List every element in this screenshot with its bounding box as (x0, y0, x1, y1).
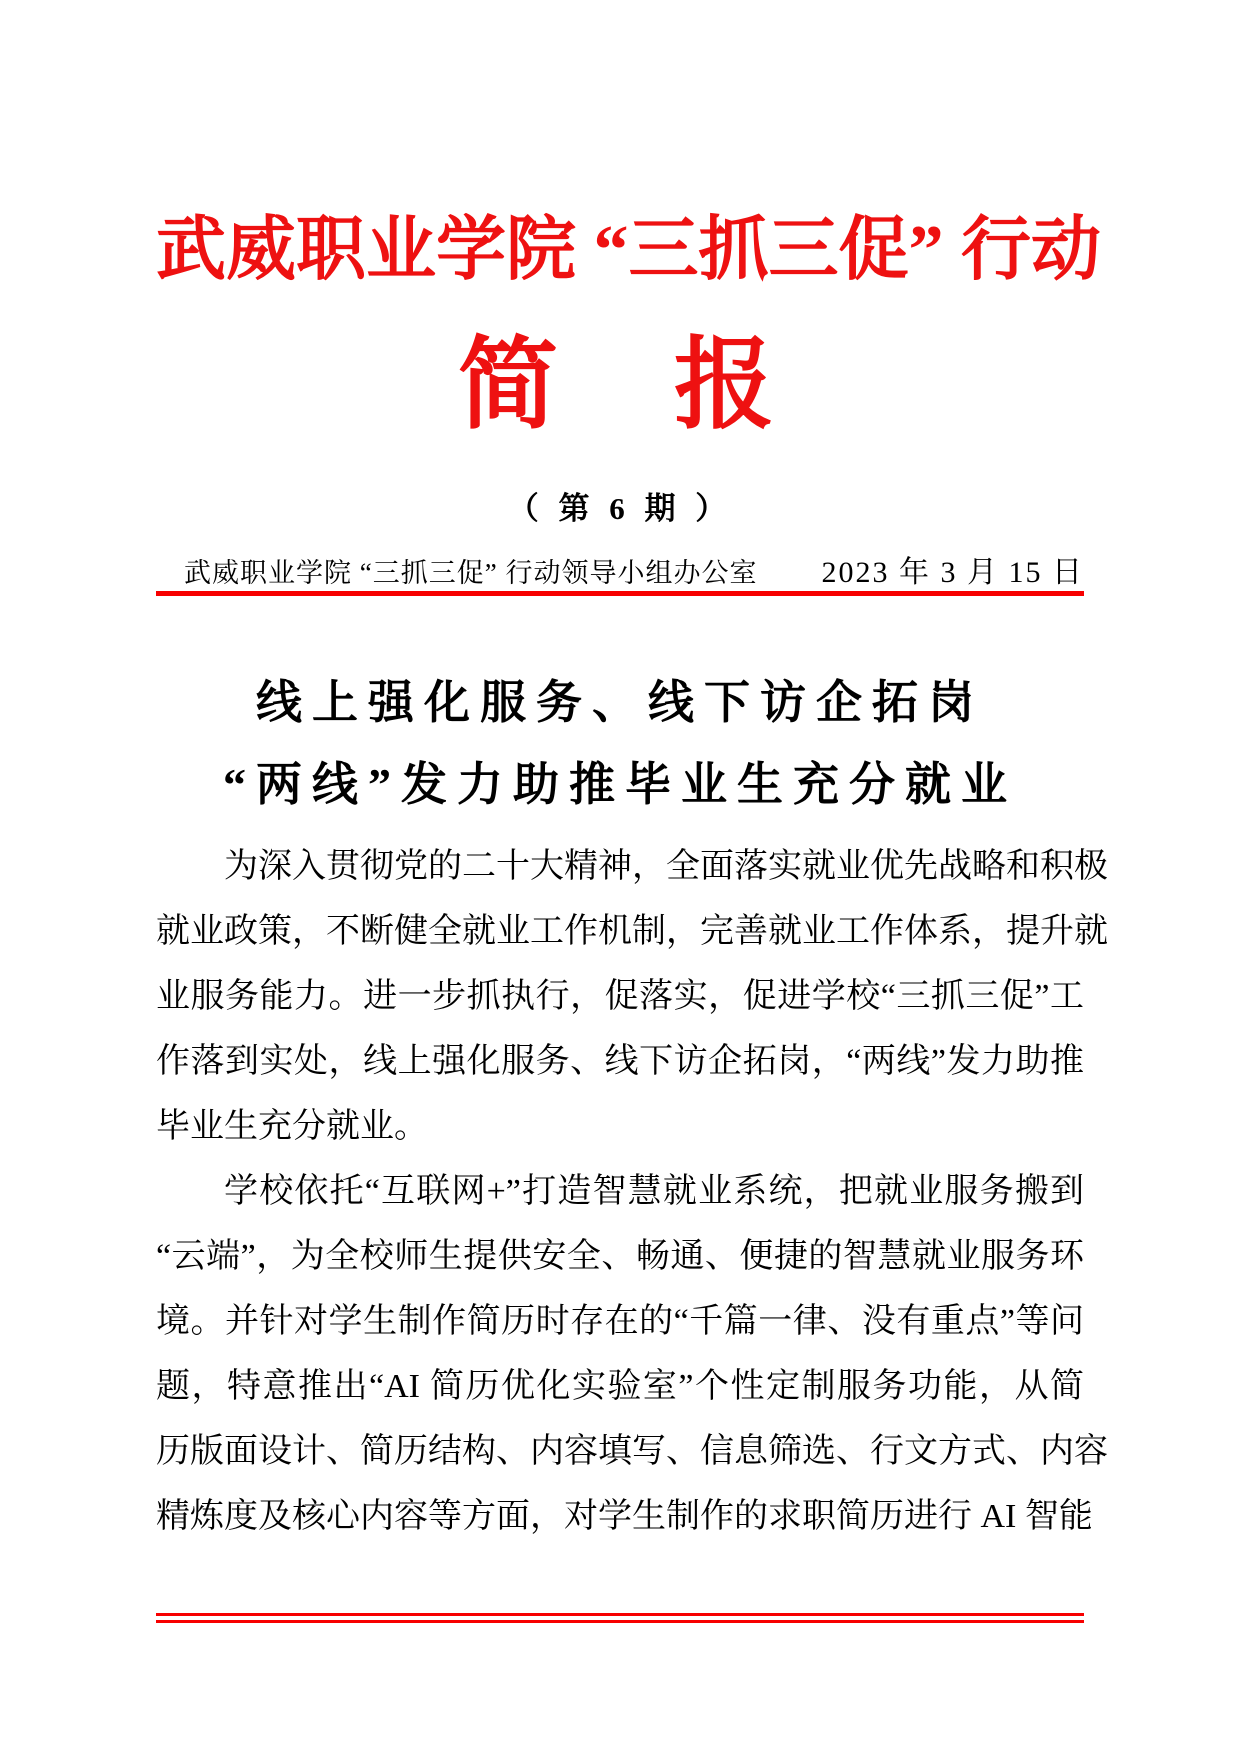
body-line: 精炼度及核心内容等方面，对学生制作的求职简历进行 AI 智能 (156, 1498, 1093, 1535)
article-title (156, 662, 1084, 826)
body-line: 就业政策，不断健全就业工作机制，完善就业工作体系，提升就 (156, 913, 1108, 950)
issuing-meta-row (156, 557, 1084, 589)
body-line: 为深入贯彻党的二十大精神，全面落实就业优先战略和积极 (224, 848, 1108, 885)
body-line: 业服务能力。进一步抓执行，促落实，促进学校“三抓三促”工 (156, 978, 1084, 1015)
paragraph-2 (156, 1159, 1108, 1549)
body-line: 题，特意推出“AI 简历优化实验室”个性定制服务功能，从简 (156, 1368, 1084, 1405)
issue-date: 2023 年 3 月 15 日 (821, 556, 1084, 589)
body-line: 境。并针对学生制作简历时存在的“千篇一律、没有重点”等问 (156, 1303, 1084, 1340)
bulletin-masthead-subtitle: 简 报 (458, 330, 782, 441)
paragraph-1 (156, 834, 1108, 1159)
article-body (156, 834, 1108, 1549)
issuing-office: 武威职业学院 “三抓三促” 行动领导小组办公室 (184, 558, 758, 588)
footer-double-rule (156, 1613, 1084, 1623)
body-line: 毕业生充分就业。 (156, 1108, 428, 1145)
body-line: 历版面设计、简历结构、内容填写、信息筛选、行文方式、内容 (156, 1433, 1108, 1470)
article-title-line-1: 线上强化服务、线下访企拓岗 (256, 677, 984, 728)
body-line: “云端”，为全校师生提供安全、畅通、便捷的智慧就业服务环 (156, 1238, 1084, 1275)
article-title-line-2: “两线”发力助推毕业生充分就业 (223, 759, 1017, 810)
issue-number: （ 第 6 期 ） (507, 491, 733, 526)
body-line: 作落到实处，线上强化服务、线下访企拓岗，“两线”发力助推 (156, 1043, 1084, 1080)
bulletin-masthead-title: 武威职业学院 “三抓三促” 行动 (156, 212, 1101, 289)
body-line: 学校依托“互联网+”打造智慧就业系统，把就业服务搬到 (224, 1173, 1084, 1210)
header-divider-rule (156, 591, 1084, 596)
